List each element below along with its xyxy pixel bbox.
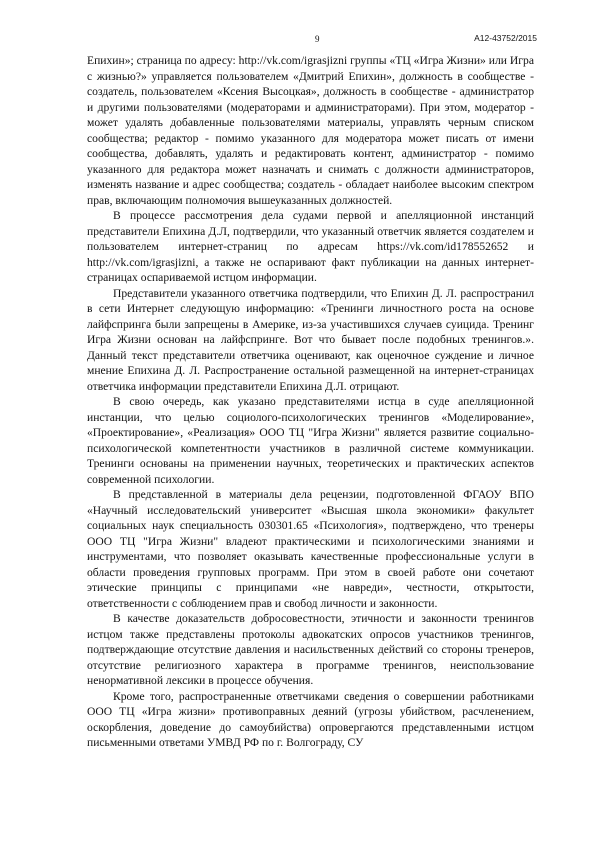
paragraph: Представители указанного ответчика подтвердили, что Епихин Д. Л. распространил в сети Интернет следующую информацию: «Тренинги личностного роста на основе лайфспринга были запрещены в Америке, из-за участившихся случаев суицида. Тренинг Игра Жизни основан на лайфспринге. Вот что бывает после подобных тренингов.». Данный текст представители ответчика оценивают, как оценочное суждение и личное мнение Епихина Д. Л. Распространение остальной размещенной на интернет-страницах ответчика информации представители Епихина Д.Л. отрицают. xyxy=(87,286,534,393)
paragraph: В представленной в материалы дела рецензии, подготовленной ФГАОУ ВПО «Научный исследовательский университет «Высшая школа экономики» факультет социальных наук специальность 030301.65 «Психология», подтверждено, что тренеры ООО ТЦ "Игра Жизни" владеют практическими и психологическими знаниями и инструментами, что позволяет оказывать качественные профессиональные услуги в области проведения групповых программ. При этом в своей работе они сочетают этические принципы с принципами «не навреди», честности, открытости, ответственности с соблюдением прав и свобод личности и законности. xyxy=(87,488,534,610)
paragraph: Кроме того, распространенные ответчиками сведения о совершении работниками ООО ТЦ «Игра жизни» противоправных деяний (угрозы убийством, расчленением, оскорбления, доведение до самоубийства) опровергаются представленными истцом письменными ответами УМВД РФ по г. Волгограду, СУ xyxy=(87,689,534,749)
paragraph: В процессе рассмотрения дела судами первой и апелляционной инстанций представители Епихина Д.Л, подтвердили, что указанный ответчик является создателем и пользователем интернет-страниц по адресам https://vk.com/id178552652 и http://vk.com/igrasjizni, а также не оспаривают факт публикации на данных интернет-страницах оспариваемой истцом информации. xyxy=(87,209,534,284)
document-body xyxy=(87,53,534,751)
paragraph: Епихин»; страница по адресу: http://vk.com/igrasjizni группы «ТЦ «Игра Жизни» или Игра с жизнью?» управляется пользователем «Дмитрий Епихин», должность в сообществе - создатель, пользователем «Ксения Высоцкая», должность в сообществе - администратор и другими пользователями (модераторами и администраторами). При этом, модератор - может удалять добавленные пользователями материалы, управлять черным списком сообщества; редактор - помимо указанного для модератора может писать от имени сообщества, добавлять, удалять и редактировать контент, администратор - помимо указанного для редактора может назначать и снимать с должности администраторов, изменять название и адрес сообщества; создатель - обладает наиболее высоким спектром прав, включающим полномочия вышеуказанных должностей. xyxy=(87,54,534,207)
paragraph: В качестве доказательств добросовестности, этичности и законности тренингов истцом также представлены протоколы адвокатских опросов участников тренингов, подтверждающие отсутствие давления и насильственных действий со стороны тренеров, отсутствие религиозного характера в программе тренингов, неиспользование ненормативной лексики в процессе обучения. xyxy=(87,612,534,687)
page-number: 9 xyxy=(315,34,320,44)
paragraph: В свою очередь, как указано представителями истца в суде апелляционной инстанции, что целью социолого-психологических тренингов «Моделирование», «Проектирование», «Реализация» ООО ТЦ "Игра Жизни" является развитие социально-психологической компетентности участников в различной системе коммуникации. Тренинги основаны на применении научных, теоретических и практических аспектов современной психологии. xyxy=(87,395,534,486)
case-number: А12-43752/2015 xyxy=(474,33,537,43)
